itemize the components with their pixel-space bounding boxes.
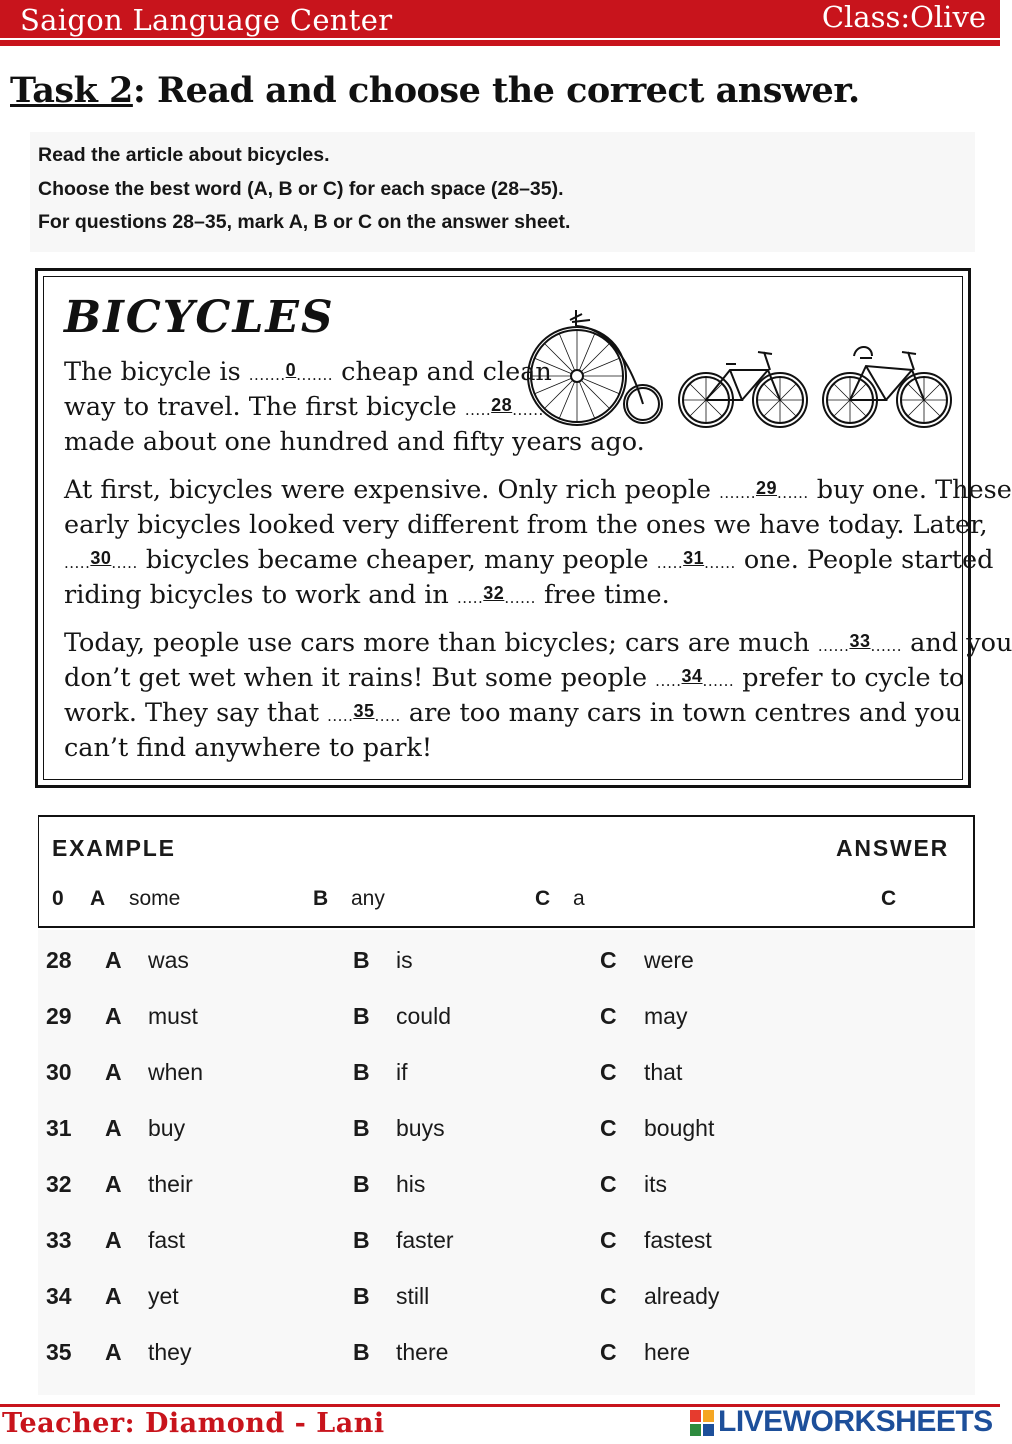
option-letter-c: C [600,1171,617,1197]
option-a[interactable]: yet [148,1283,179,1309]
gap-number: 29 [756,478,778,498]
question-number: 34 [46,1283,72,1309]
option-c[interactable]: here [644,1339,691,1365]
option-c[interactable]: bought [644,1115,715,1141]
article-text: Today, people use cars more than bicycles; cars are much [64,628,818,658]
example-letter-b: B [313,887,329,910]
option-b[interactable]: buys [396,1115,445,1141]
article-text: prefer to cycle to [734,663,965,693]
option-b[interactable]: his [396,1171,426,1197]
article-text: bicycles became cheaper, many people [137,545,657,575]
article-text: free time. [535,580,670,610]
article-line [64,357,552,387]
article-text: At first, bicycles were expensive. Only rich people [64,475,720,505]
instruction-line: For questions 28–35, mark A, B or C on the answer sheet. [38,211,571,233]
gap-number: 30 [90,548,112,568]
option-letter-c: C [600,1059,617,1085]
example-box [38,815,975,928]
option-letter-a: A [105,947,122,973]
gap-number: 33 [849,631,871,651]
example-answer: C [881,887,897,910]
option-letter-a: A [105,1003,122,1029]
question-number: 35 [46,1339,72,1365]
gap-number: 32 [483,583,505,603]
gap-number: 34 [681,666,703,686]
article-line: can’t find anywhere to park! [64,733,433,763]
article-line: made about one hundred and fifty years ago. [64,427,645,457]
example-heading: EXAMPLE [52,835,176,861]
option-letter-b: B [353,1339,370,1365]
article-line [64,475,1012,505]
article-title: BICYCLES [64,292,335,343]
teacher-name: Teacher: Diamond - Lani [2,1408,385,1439]
bicycles-illustration [520,300,960,430]
gap-32: .....32...... [456,583,536,607]
option-b[interactable]: there [396,1339,449,1365]
gap-30: .....30..... [64,548,138,572]
option-letter-a: A [105,1283,122,1309]
option-letter-b: B [353,947,370,973]
option-letter-b: B [353,1059,370,1085]
task-label: Task 2 [10,70,133,111]
example-option-b: any [351,887,385,910]
liveworksheets-brand[interactable]: LIVEWORKSHEETS [718,1405,993,1438]
class-name: Class:Olive [821,0,986,34]
option-b[interactable]: is [396,947,413,973]
example-letter-c: C [535,887,551,910]
option-b[interactable]: still [396,1283,430,1309]
option-a[interactable]: fast [148,1227,186,1253]
gap-number: 28 [491,395,513,415]
article-text: cheap and clean [333,357,552,387]
question-number: 30 [46,1059,72,1085]
gap-29: .......29...... [719,478,809,502]
header-bar [0,0,1000,38]
instructions-block [30,132,975,252]
question-number: 28 [46,947,72,973]
option-a[interactable]: their [148,1171,193,1197]
article-line: early bicycles looked very different from the ones we have today. Later, [64,510,988,540]
option-b[interactable]: faster [396,1227,454,1253]
gap-34: .....34...... [655,666,735,690]
option-a[interactable]: must [148,1003,198,1029]
article-line [64,545,993,575]
article-text: and you [902,628,1012,658]
option-letter-c: C [600,947,617,973]
article-text: don’t get wet when it rains! But some people [64,663,656,693]
article-text: riding bicycles to work and in [64,580,457,610]
gap-28: .....28...... [464,395,544,419]
example-number: 0 [52,887,64,910]
option-c[interactable]: fastest [644,1227,712,1253]
option-letter-b: B [353,1171,370,1197]
option-a[interactable]: buy [148,1115,186,1141]
gap-35: .....35..... [327,701,401,725]
option-letter-c: C [600,1115,617,1141]
option-letter-c: C [600,1283,617,1309]
option-letter-c: C [600,1339,617,1365]
option-letter-a: A [105,1059,122,1085]
option-letter-a: A [105,1171,122,1197]
option-letter-b: B [353,1283,370,1309]
instruction-line: Choose the best word (A, B or C) for each space (28–35). [38,178,564,200]
gap-33: ......33...... [817,631,903,655]
gap-number: 31 [683,548,705,568]
gap-0: .......0....... [248,360,334,384]
article-text: are too many cars in town centres and you [400,698,962,728]
option-a[interactable]: was [148,947,189,973]
questions-area [38,930,975,1395]
article-line [64,580,670,610]
liveworksheets-logo-icon [690,1408,716,1438]
option-letter-c: C [600,1003,617,1029]
article-text: The bicycle is [64,357,249,387]
article-text: buy one. These [808,475,1012,505]
answer-heading: ANSWER [836,835,950,861]
option-b[interactable]: could [396,1003,451,1029]
option-a[interactable]: they [148,1339,192,1365]
question-number: 31 [46,1115,72,1141]
option-a[interactable]: when [148,1059,203,1085]
header-divider [0,40,1000,46]
option-c[interactable]: were [644,947,694,973]
task-heading [10,70,860,111]
question-number: 32 [46,1171,72,1197]
question-number: 33 [46,1227,72,1253]
article-line [64,663,964,693]
option-letter-c: C [600,1227,617,1253]
option-c[interactable]: may [644,1003,688,1029]
option-letter-b: B [353,1227,370,1253]
article-line [64,392,544,422]
option-letter-b: B [353,1115,370,1141]
option-letter-b: B [353,1003,370,1029]
option-letter-a: A [105,1339,122,1365]
option-c[interactable]: already [644,1283,720,1309]
gap-31: .....31...... [656,548,736,572]
article-text: work. They say that [64,698,328,728]
example-option-c: a [573,887,585,910]
task-text: : Read and choose the correct answer. [132,70,860,111]
option-c[interactable]: that [644,1059,683,1085]
option-b[interactable]: if [396,1059,408,1085]
option-letter-a: A [105,1227,122,1253]
example-option-a: some [129,887,181,910]
gap-number: 35 [353,701,375,721]
gap-number: 0 [285,360,297,380]
article-text: one. People started [735,545,994,575]
article-text: way to travel. The first bicycle [64,392,465,422]
question-number: 29 [46,1003,72,1029]
example-letter-a: A [90,887,106,910]
option-c[interactable]: its [644,1171,667,1197]
school-name: Saigon Language Center [20,3,393,37]
instruction-line: Read the article about bicycles. [38,144,330,166]
article-line [64,698,961,728]
option-letter-a: A [105,1115,122,1141]
article-line [64,628,1012,658]
